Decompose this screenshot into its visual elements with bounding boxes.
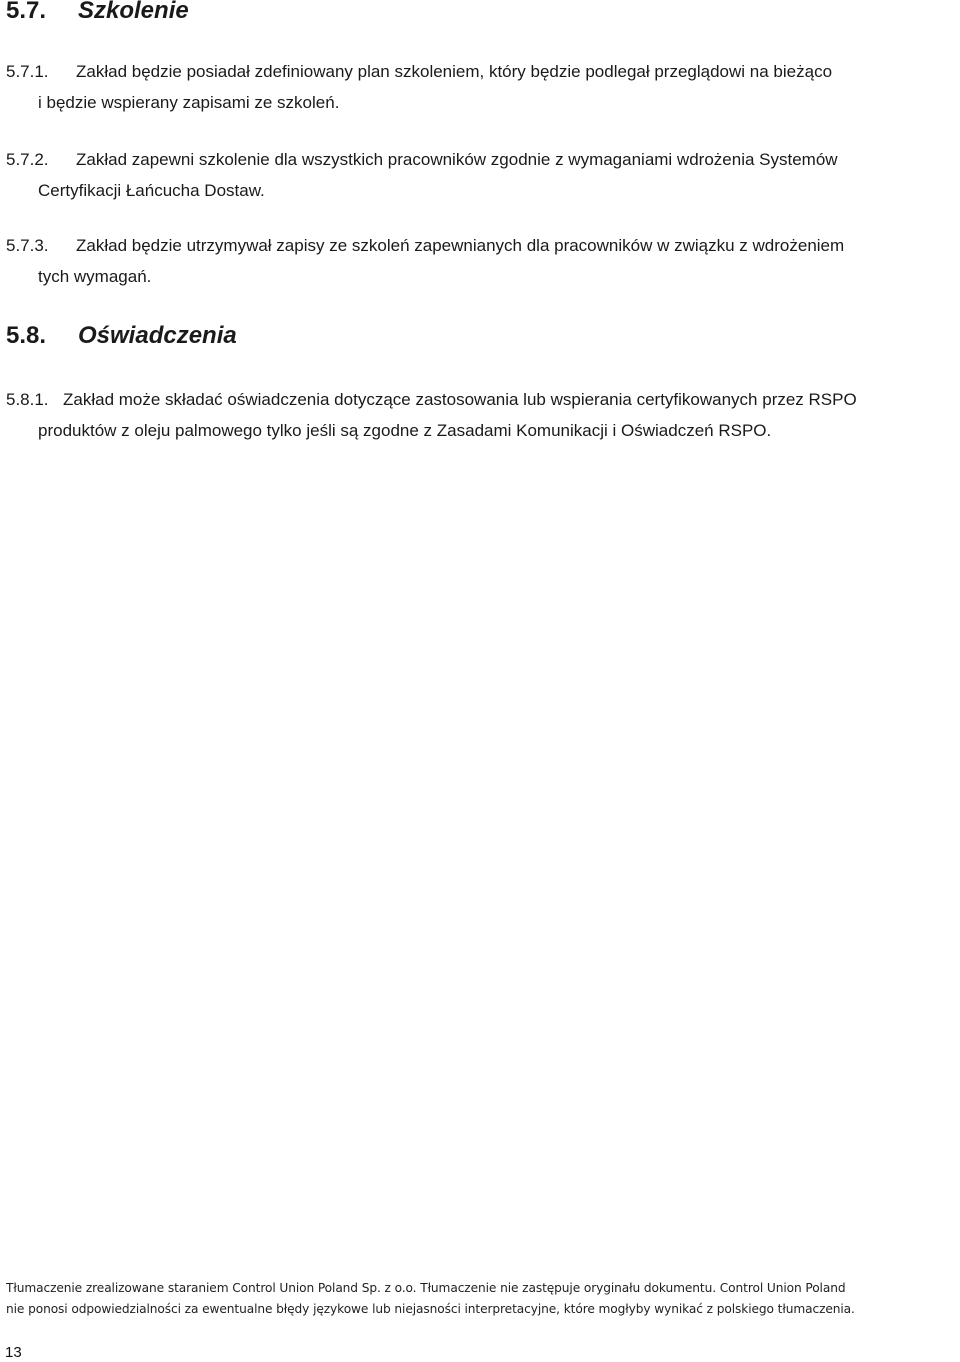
paragraph-text: Zakład może składać oświadczenia dotyczące zastosowania lub wspierania certyfikowanych przez RSPO xyxy=(63,390,857,409)
paragraph-number: 5.7.3. xyxy=(6,236,49,255)
paragraph-5-7-2 xyxy=(6,144,953,206)
paragraph-5-7-1 xyxy=(6,56,953,118)
paragraph-number: 5.7.2. xyxy=(6,150,49,169)
section-number: 5.8. xyxy=(6,322,47,349)
paragraph-continuation: produktów z oleju palmowego tylko jeśli są zgodne z Zasadami Komunikacji i Oświadczeń RSPO. xyxy=(38,421,772,440)
paragraph-first-line xyxy=(6,144,953,175)
footer-line: Tłumaczenie zrealizowane staraniem Control Union Poland Sp. z o.o. Tłumaczenie nie zastępuje oryginału dokumentu. Control Union Poland xyxy=(6,1281,846,1295)
paragraph-number: 5.8.1. xyxy=(6,390,49,409)
section-heading-5-8 xyxy=(6,322,237,350)
paragraph-text: Zakład zapewni szkolenie dla wszystkich pracowników zgodnie z wymaganiami wdrożenia Systemów xyxy=(76,150,838,169)
section-number: 5.7. xyxy=(6,0,47,24)
paragraph-5-8-1 xyxy=(6,384,953,446)
translation-disclaimer-footer xyxy=(6,1278,956,1320)
paragraph-first-line xyxy=(6,56,953,87)
paragraph-text: Zakład będzie utrzymywał zapisy ze szkoleń zapewnianych dla pracowników w związku z wdrożeniem xyxy=(76,236,845,255)
paragraph-first-line xyxy=(6,384,953,415)
paragraph-5-7-3 xyxy=(6,230,953,292)
paragraph-continuation: Certyfikacji Łańcucha Dostaw. xyxy=(38,181,265,200)
section-heading-5-7 xyxy=(6,0,189,25)
paragraph-continuation: tych wymagań. xyxy=(38,267,152,286)
paragraph-first-line xyxy=(6,230,953,261)
section-title: Szkolenie xyxy=(78,0,189,24)
footer-line: nie ponosi odpowiedzialności za ewentualne błędy językowe lub niejasności interpretacyjne, które mogłyby wynikać z polskiego tłumaczenia. xyxy=(6,1302,855,1316)
section-title: Oświadczenia xyxy=(78,322,237,349)
page-number: 13 xyxy=(5,1344,22,1361)
paragraph-number: 5.7.1. xyxy=(6,62,49,81)
paragraph-continuation: i będzie wspierany zapisami ze szkoleń. xyxy=(38,93,340,112)
paragraph-text: Zakład będzie posiadał zdefiniowany plan szkoleniem, który będzie podlegał przeglądowi na bieżąco xyxy=(76,62,833,81)
